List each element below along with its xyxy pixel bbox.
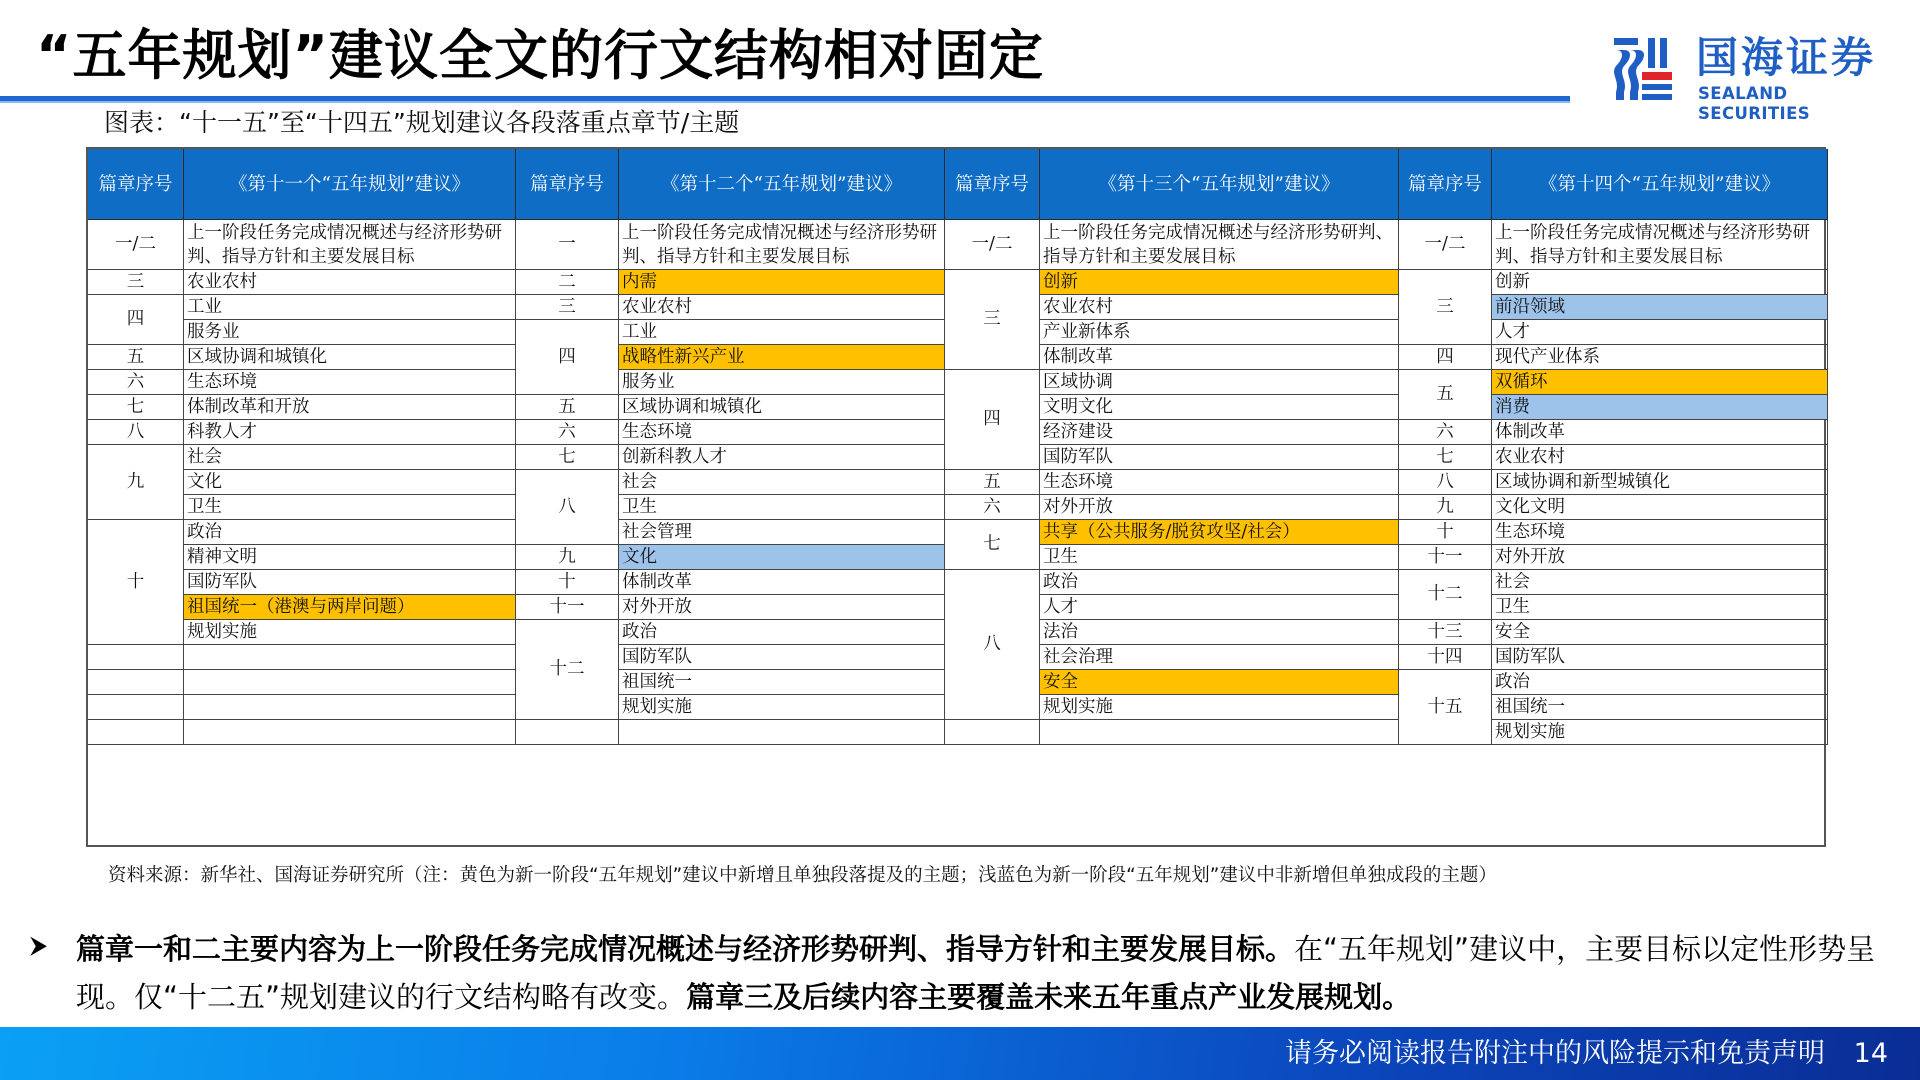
topic-cell: 对外开放: [1040, 495, 1399, 520]
chapter-number-cell: 十四: [1399, 645, 1492, 670]
topic-cell: 服务业: [619, 370, 945, 395]
column-header-topic13: 《第十三个“五年规划”建议》: [1040, 149, 1399, 220]
topic-cell: [619, 720, 945, 745]
topic-cell: 社会: [1492, 570, 1828, 595]
chapter-number-cell: [945, 720, 1040, 745]
topic-cell: 对外开放: [1492, 545, 1828, 570]
column-header-topic14: 《第十四个“五年规划”建议》: [1492, 149, 1828, 220]
chapter-number-cell: 八: [516, 470, 619, 545]
topic-cell: 文化: [619, 545, 945, 570]
column-header-topic12: 《第十二个“五年规划”建议》: [619, 149, 945, 220]
chapter-number-cell: 十二: [516, 620, 619, 720]
topic-cell: 人才: [1492, 320, 1828, 345]
topic-cell: 体制改革: [1492, 420, 1828, 445]
chapter-number-cell: 四: [1399, 345, 1492, 370]
chapter-number-cell: 四: [88, 295, 184, 345]
topic-cell: 创新: [1492, 270, 1828, 295]
chapter-number-cell: 十: [88, 520, 184, 645]
logo-english-name: SEALAND SECURITIES: [1698, 84, 1811, 123]
topic-cell: 区域协调和城镇化: [184, 345, 516, 370]
topic-cell: 消费: [1492, 395, 1828, 420]
topic-cell: 安全: [1040, 670, 1399, 695]
chapter-number-cell: 五: [88, 345, 184, 370]
chapter-number-cell: 六: [945, 495, 1040, 520]
topic-cell: 法治: [1040, 620, 1399, 645]
topic-cell: 规划实施: [184, 620, 516, 645]
page-title: “五年规划”建议全文的行文结构相对固定: [36, 24, 1044, 87]
topic-cell: 上一阶段任务完成情况概述与经济形势研判、指导方针和主要发展目标: [184, 220, 516, 270]
chapter-number-cell: 六: [1399, 420, 1492, 445]
disclaimer-text: 请务必阅读报告附注中的风险提示和免责声明: [1285, 1038, 1825, 1069]
topic-cell: 社会: [619, 470, 945, 495]
chapter-number-cell: 八: [945, 570, 1040, 720]
topic-cell: 文化: [184, 470, 516, 495]
chapter-number-cell: 十: [1399, 520, 1492, 545]
topic-cell: 区域协调: [1040, 370, 1399, 395]
chapter-number-cell: 七: [516, 445, 619, 470]
summary-normal-1: 在“五年规划”建议中，主要目标以定性形势呈现。仅“十二五”规划建议的行文结构略有改变。: [76, 932, 1876, 1014]
chapter-number-cell: 九: [516, 545, 619, 570]
summary-text: [76, 925, 1916, 1021]
five-year-plan-structure-table: [86, 147, 1826, 847]
chapter-number-cell: 一/二: [945, 220, 1040, 270]
topic-cell: 社会管理: [619, 520, 945, 545]
chapter-number-cell: [88, 670, 184, 695]
chapter-number-cell: 十一: [1399, 545, 1492, 570]
chapter-number-cell: 三: [516, 295, 619, 320]
topic-cell: 卫生: [1040, 545, 1399, 570]
column-header-topic11: 《第十一个“五年规划”建议》: [184, 149, 516, 220]
column-header-ch11: 篇章序号: [88, 149, 184, 220]
topic-cell: 人才: [1040, 595, 1399, 620]
topic-cell: 安全: [1492, 620, 1828, 645]
topic-cell: 经济建设: [1040, 420, 1399, 445]
chapter-number-cell: [516, 720, 619, 745]
topic-cell: 祖国统一: [619, 670, 945, 695]
topic-cell: 生态环境: [184, 370, 516, 395]
chapter-number-cell: 三: [1399, 270, 1492, 345]
topic-cell: 创新科教人才: [619, 445, 945, 470]
topic-cell: 产业新体系: [1040, 320, 1399, 345]
chapter-number-cell: 七: [88, 395, 184, 420]
page-number: 14: [1853, 1038, 1888, 1069]
chapter-number-cell: 一/二: [1399, 220, 1492, 270]
summary-bold-1: 篇章一和二主要内容为上一阶段任务完成情况概述与经济形势研判、指导方针和主要发展目标。: [76, 932, 1295, 966]
topic-cell: 社会: [184, 445, 516, 470]
chapter-number-cell: 一/二: [88, 220, 184, 270]
topic-cell: 工业: [619, 320, 945, 345]
topic-cell: 内需: [619, 270, 945, 295]
chapter-number-cell: 八: [1399, 470, 1492, 495]
chapter-number-cell: 三: [88, 270, 184, 295]
topic-cell: 国防军队: [1492, 645, 1828, 670]
topic-cell: 战略性新兴产业: [619, 345, 945, 370]
topic-cell: 农业农村: [1040, 295, 1399, 320]
logo-chinese-name: 国海证券: [1696, 33, 1877, 82]
chapter-number-cell: 十二: [1399, 570, 1492, 620]
topic-cell: 政治: [184, 520, 516, 545]
topic-cell: 卫生: [184, 495, 516, 520]
topic-cell: 共享（公共服务/脱贫攻坚/社会）: [1040, 520, 1399, 545]
chapter-number-cell: 二: [516, 270, 619, 295]
company-logo: [1612, 33, 1902, 123]
topic-cell: 生态环境: [1040, 470, 1399, 495]
topic-cell: 区域协调和城镇化: [619, 395, 945, 420]
chapter-number-cell: 十一: [516, 595, 619, 620]
topic-cell: 政治: [619, 620, 945, 645]
topic-cell: 规划实施: [1492, 720, 1828, 745]
topic-cell: 规划实施: [619, 695, 945, 720]
chapter-number-cell: 一: [516, 220, 619, 270]
topic-cell: 生态环境: [1492, 520, 1828, 545]
footer-bar: [0, 1027, 1920, 1080]
topic-cell: 精神文明: [184, 545, 516, 570]
source-note: 资料来源：新华社、国海证券研究所（注：黄色为新一阶段“五年规划”建议中新增且单独段落提及的主题；浅蓝色为新一阶段“五年规划”建议中非新增但单独成段的主题）: [108, 865, 1497, 886]
topic-cell: 服务业: [184, 320, 516, 345]
chapter-number-cell: 九: [88, 445, 184, 520]
topic-cell: 规划实施: [1040, 695, 1399, 720]
sealand-logo-icon: [1612, 36, 1674, 102]
chapter-number-cell: 五: [1399, 370, 1492, 420]
topic-cell: 文明文化: [1040, 395, 1399, 420]
topic-cell: 国防军队: [184, 570, 516, 595]
title-divider: [0, 96, 1570, 103]
topic-cell: 体制改革: [619, 570, 945, 595]
chapter-number-cell: 四: [945, 370, 1040, 470]
topic-cell: 上一阶段任务完成情况概述与经济形势研判、指导方针和主要发展目标: [1492, 220, 1828, 270]
topic-cell: [184, 670, 516, 695]
topic-cell: 农业农村: [1492, 445, 1828, 470]
chapter-number-cell: [88, 645, 184, 670]
arrow-bullet-icon: ⮞: [30, 931, 48, 959]
topic-cell: 科教人才: [184, 420, 516, 445]
topic-cell: 农业农村: [619, 295, 945, 320]
chapter-number-cell: 六: [88, 370, 184, 395]
chapter-number-cell: 四: [516, 320, 619, 395]
topic-cell: 社会治理: [1040, 645, 1399, 670]
chapter-number-cell: [88, 695, 184, 720]
topic-cell: 上一阶段任务完成情况概述与经济形势研判、指导方针和主要发展目标: [1040, 220, 1399, 270]
topic-cell: 卫生: [1492, 595, 1828, 620]
chapter-number-cell: 五: [945, 470, 1040, 495]
summary-bold-2: 篇章三及后续内容主要覆盖未来五年重点产业发展规划。: [686, 980, 1412, 1014]
topic-cell: 农业农村: [184, 270, 516, 295]
topic-cell: 生态环境: [619, 420, 945, 445]
topic-cell: 文化文明: [1492, 495, 1828, 520]
chapter-number-cell: 七: [945, 520, 1040, 570]
topic-cell: 祖国统一: [1492, 695, 1828, 720]
chapter-number-cell: 三: [945, 270, 1040, 370]
topic-cell: 对外开放: [619, 595, 945, 620]
chapter-number-cell: [88, 720, 184, 745]
chapter-number-cell: 五: [516, 395, 619, 420]
topic-cell: 创新: [1040, 270, 1399, 295]
topic-cell: 政治: [1040, 570, 1399, 595]
topic-cell: 国防军队: [619, 645, 945, 670]
chapter-number-cell: 六: [516, 420, 619, 445]
figure-caption: 图表：“十一五”至“十四五”规划建议各段落重点章节/主题: [104, 108, 740, 137]
chapter-number-cell: 八: [88, 420, 184, 445]
chapter-number-cell: 九: [1399, 495, 1492, 520]
topic-cell: [184, 645, 516, 670]
topic-cell: [184, 720, 516, 745]
chapter-number-cell: 十三: [1399, 620, 1492, 645]
topic-cell: [1040, 720, 1399, 745]
topic-cell: 体制改革: [1040, 345, 1399, 370]
topic-cell: 前沿领域: [1492, 295, 1828, 320]
chapter-number-cell: 十: [516, 570, 619, 595]
chapter-number-cell: 十五: [1399, 670, 1492, 745]
topic-cell: 上一阶段任务完成情况概述与经济形势研判、指导方针和主要发展目标: [619, 220, 945, 270]
topic-cell: 区域协调和新型城镇化: [1492, 470, 1828, 495]
topic-cell: 政治: [1492, 670, 1828, 695]
chapter-number-cell: 七: [1399, 445, 1492, 470]
column-header-ch14: 篇章序号: [1399, 149, 1492, 220]
topic-cell: 现代产业体系: [1492, 345, 1828, 370]
topic-cell: 祖国统一（港澳与两岸问题）: [184, 595, 516, 620]
topic-cell: 双循环: [1492, 370, 1828, 395]
column-header-ch13: 篇章序号: [945, 149, 1040, 220]
topic-cell: [184, 695, 516, 720]
topic-cell: 体制改革和开放: [184, 395, 516, 420]
column-header-ch12: 篇章序号: [516, 149, 619, 220]
topic-cell: 工业: [184, 295, 516, 320]
topic-cell: 国防军队: [1040, 445, 1399, 470]
topic-cell: 卫生: [619, 495, 945, 520]
